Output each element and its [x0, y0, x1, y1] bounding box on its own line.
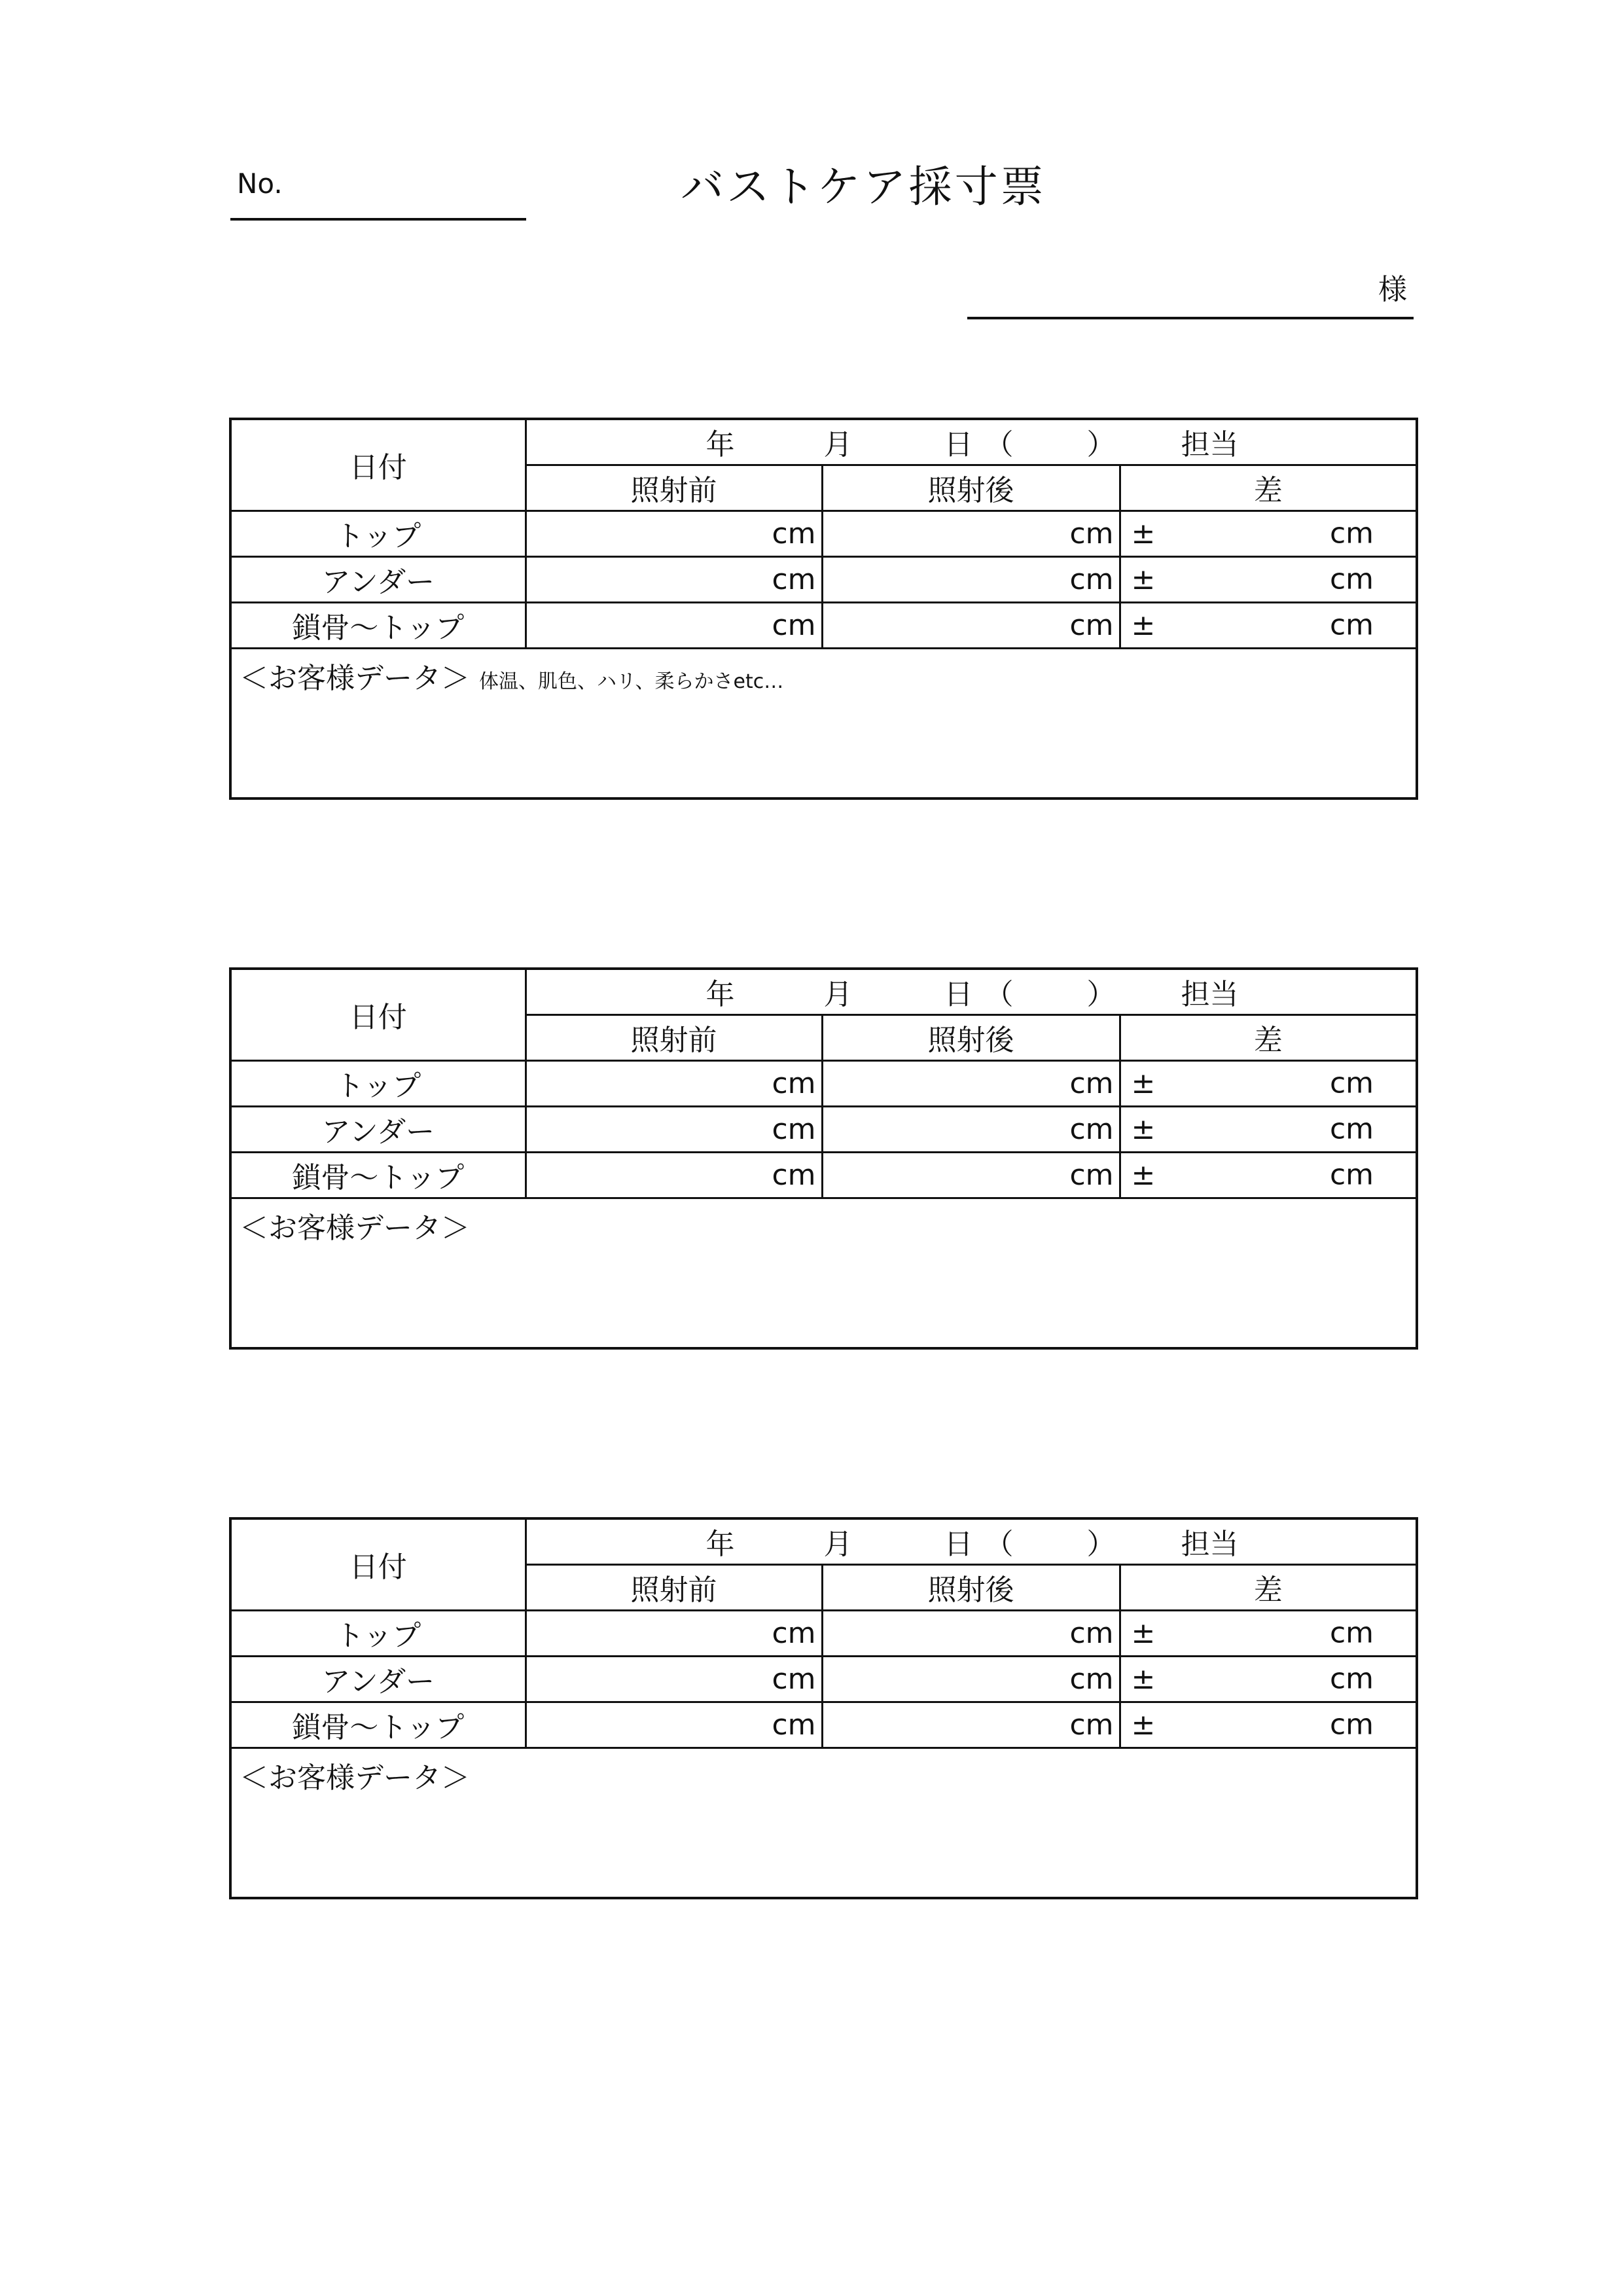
measure-row — [230, 1610, 1417, 1656]
unit-label: cm — [1069, 1708, 1114, 1742]
after-header: 照射後 — [822, 465, 1120, 511]
unit-label: cm — [1329, 562, 1374, 596]
after-value-field[interactable] — [822, 602, 1120, 648]
unit-label: cm — [772, 1708, 816, 1742]
unit-label: cm — [772, 1158, 816, 1192]
date-entry-cell[interactable] — [526, 969, 1417, 1014]
before-value-field[interactable] — [526, 602, 822, 648]
plus-minus-sign: ± — [1131, 608, 1156, 642]
after-value-field[interactable] — [822, 556, 1120, 602]
year-label: 年 — [705, 428, 735, 462]
weekday-close-paren: ） — [1086, 428, 1116, 462]
staff-label: 担当 — [1181, 978, 1239, 1012]
unit-label: cm — [1329, 1112, 1374, 1146]
diff-header: 差 — [1120, 1014, 1417, 1060]
unit-label: cm — [1069, 1066, 1114, 1100]
customer-honorific: 様 — [1378, 273, 1407, 306]
before-value-field[interactable] — [526, 1060, 822, 1106]
before-header: 照射前 — [526, 465, 822, 511]
date-entry-cell[interactable] — [526, 1518, 1417, 1564]
day-label: 日 — [944, 428, 973, 462]
diff-value-field[interactable] — [1120, 1702, 1417, 1748]
weekday-open-paren: （ — [984, 1528, 1014, 1562]
unit-label: cm — [772, 562, 816, 596]
diff-value-field[interactable] — [1120, 1060, 1417, 1106]
diff-value-field[interactable] — [1120, 1152, 1417, 1198]
plus-minus-sign: ± — [1131, 1662, 1156, 1696]
unit-label: cm — [772, 1616, 816, 1650]
weekday-open-paren: （ — [984, 428, 1014, 462]
after-value-field[interactable] — [822, 1610, 1120, 1656]
after-value-field[interactable] — [822, 1106, 1120, 1152]
unit-label: cm — [1069, 562, 1114, 596]
measurement-table — [229, 967, 1418, 1350]
measurement-table — [229, 418, 1418, 800]
row-label: 鎖骨〜トップ — [230, 1702, 526, 1748]
customer-notes-field[interactable] — [230, 1748, 1417, 1898]
unit-label: cm — [772, 516, 816, 550]
day-label: 日 — [944, 978, 973, 1012]
unit-label: cm — [1329, 1158, 1374, 1192]
row-label: アンダー — [230, 1106, 526, 1152]
unit-label: cm — [1329, 516, 1374, 550]
year-label: 年 — [705, 978, 735, 1012]
customer-notes-field[interactable] — [230, 1198, 1417, 1348]
customer-name-field-line[interactable] — [967, 317, 1414, 319]
measure-row — [230, 1656, 1417, 1702]
measure-row — [230, 1152, 1417, 1198]
month-label: 月 — [823, 978, 853, 1012]
before-header: 照射前 — [526, 1564, 822, 1610]
diff-value-field[interactable] — [1120, 1656, 1417, 1702]
before-value-field[interactable] — [526, 1106, 822, 1152]
measure-row — [230, 1106, 1417, 1152]
date-label-cell: 日付 — [230, 969, 526, 1060]
plus-minus-sign: ± — [1131, 1616, 1156, 1650]
plus-minus-sign: ± — [1131, 516, 1156, 550]
customer-notes-label: ＜お客様データ＞ — [240, 1761, 470, 1795]
weekday-open-paren: （ — [984, 978, 1014, 1012]
after-value-field[interactable] — [822, 1656, 1120, 1702]
unit-label: cm — [1069, 1616, 1114, 1650]
unit-label: cm — [772, 1112, 816, 1146]
diff-header: 差 — [1120, 465, 1417, 511]
after-value-field[interactable] — [822, 1702, 1120, 1748]
row-label: トップ — [230, 511, 526, 556]
unit-label: cm — [1329, 1066, 1374, 1100]
row-label: トップ — [230, 1060, 526, 1106]
after-value-field[interactable] — [822, 1060, 1120, 1106]
measurement-sheet-2 — [229, 967, 1416, 1350]
diff-header: 差 — [1120, 1564, 1417, 1610]
row-label: 鎖骨〜トップ — [230, 1152, 526, 1198]
unit-label: cm — [1069, 516, 1114, 550]
customer-notes-label: ＜お客様データ＞ — [240, 1211, 470, 1245]
row-label: トップ — [230, 1610, 526, 1656]
unit-label: cm — [1069, 608, 1114, 642]
before-value-field[interactable] — [526, 1656, 822, 1702]
unit-label: cm — [1329, 1662, 1374, 1696]
measurement-sheet-3 — [229, 1517, 1416, 1899]
unit-label: cm — [1329, 1708, 1374, 1742]
number-field-line[interactable] — [230, 218, 526, 221]
plus-minus-sign: ± — [1131, 1112, 1156, 1146]
before-value-field[interactable] — [526, 1610, 822, 1656]
month-label: 月 — [823, 1528, 853, 1562]
unit-label: cm — [1069, 1112, 1114, 1146]
measure-row — [230, 511, 1417, 556]
row-label: 鎖骨〜トップ — [230, 602, 526, 648]
row-label: アンダー — [230, 556, 526, 602]
plus-minus-sign: ± — [1131, 1158, 1156, 1192]
customer-notes-label: ＜お客様データ＞ — [240, 661, 470, 695]
diff-value-field[interactable] — [1120, 556, 1417, 602]
page-title: バストケア採寸票 — [681, 162, 1046, 212]
month-label: 月 — [823, 428, 853, 462]
unit-label: cm — [1069, 1158, 1114, 1192]
date-label-cell: 日付 — [230, 419, 526, 511]
date-entry-cell[interactable] — [526, 419, 1417, 465]
unit-label: cm — [1329, 1616, 1374, 1650]
before-value-field[interactable] — [526, 556, 822, 602]
weekday-close-paren: ） — [1086, 1528, 1116, 1562]
staff-label: 担当 — [1181, 428, 1239, 462]
unit-label: cm — [772, 1066, 816, 1100]
diff-value-field[interactable] — [1120, 1610, 1417, 1656]
measure-row — [230, 1702, 1417, 1748]
measure-row — [230, 1060, 1417, 1106]
plus-minus-sign: ± — [1131, 1066, 1156, 1100]
measurement-table — [229, 1517, 1418, 1899]
after-header: 照射後 — [822, 1014, 1120, 1060]
plus-minus-sign: ± — [1131, 562, 1156, 596]
after-value-field[interactable] — [822, 1152, 1120, 1198]
day-label: 日 — [944, 1528, 973, 1562]
before-value-field[interactable] — [526, 1702, 822, 1748]
year-label: 年 — [705, 1528, 735, 1562]
weekday-close-paren: ） — [1086, 978, 1116, 1012]
measure-row — [230, 556, 1417, 602]
measure-row — [230, 602, 1417, 648]
number-label: No. — [237, 168, 283, 200]
before-value-field[interactable] — [526, 511, 822, 556]
plus-minus-sign: ± — [1131, 1708, 1156, 1742]
diff-value-field[interactable] — [1120, 511, 1417, 556]
after-header: 照射後 — [822, 1564, 1120, 1610]
row-label: アンダー — [230, 1656, 526, 1702]
staff-label: 担当 — [1181, 1528, 1239, 1562]
unit-label: cm — [1329, 608, 1374, 642]
date-label-cell: 日付 — [230, 1518, 526, 1610]
before-value-field[interactable] — [526, 1152, 822, 1198]
diff-value-field[interactable] — [1120, 602, 1417, 648]
after-value-field[interactable] — [822, 511, 1120, 556]
measurement-sheet-1 — [229, 418, 1416, 800]
customer-notes-field[interactable] — [230, 648, 1417, 798]
unit-label: cm — [772, 608, 816, 642]
diff-value-field[interactable] — [1120, 1106, 1417, 1152]
customer-notes-hint: 体温、肌色、ハリ、柔らかさetc… — [479, 670, 784, 693]
unit-label: cm — [772, 1662, 816, 1696]
before-header: 照射前 — [526, 1014, 822, 1060]
unit-label: cm — [1069, 1662, 1114, 1696]
